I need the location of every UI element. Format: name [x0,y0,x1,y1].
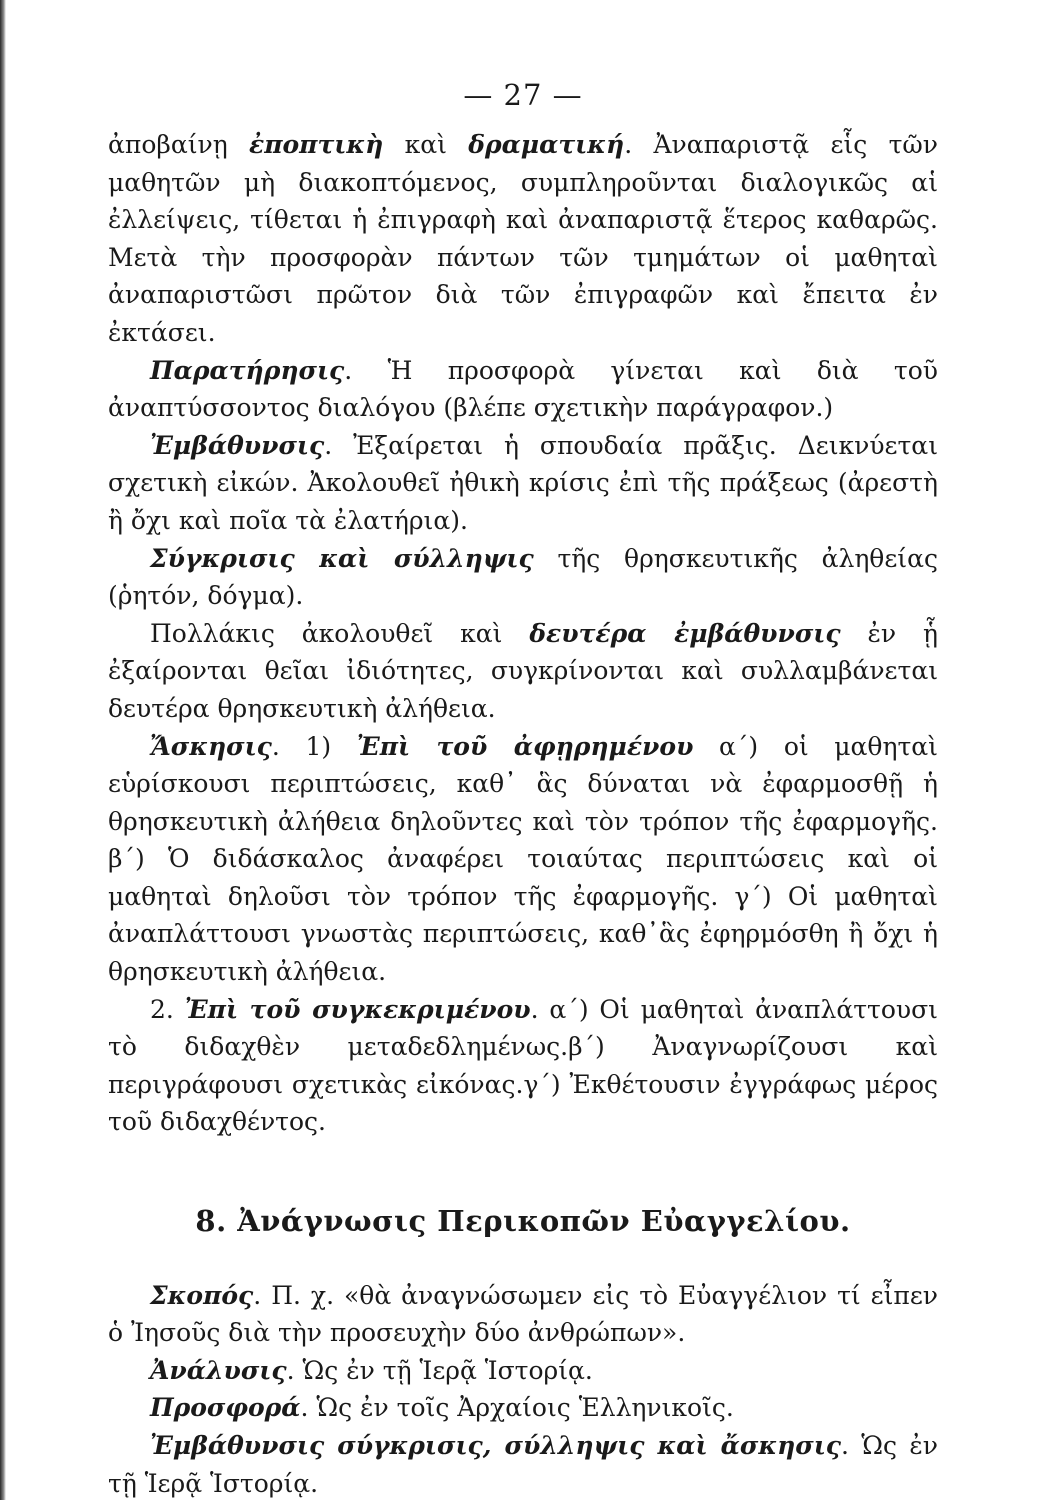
text-run: α΄) οἱ μαθηταὶ εὑρίσκουσι περιπτώσεις, καθ᾽ ἃς δύναται νὰ ἐφαρμοσθῇ ἡ θρησκευτικὴ ἀλήθεια δηλοῦντες καὶ τὸν τρόπον τῆς ἐφαρμογῆς. β΄) Ὁ διδάσκαλος ἀναφέρει τοιαύτας περιπτώσεις καὶ οἱ μαθηταὶ δηλοῦσι τὸν τρόπον τῆς ἐφαρμογῆς. γ΄) Οἱ μαθηταὶ ἀναπλάττουσι γνωστὰς περιπτώσεις, καθ᾽ἃς ἐφηρμόσθη ἢ ὄχι ἡ θρησκευτικὴ ἀλήθεια. [108,731,938,987]
term-observation: Παρατήρησις [150,355,345,385]
text-run: . Ἡ προσφορὰ γίνεται καὶ διὰ τοῦ ἀναπτύσσοντος διαλόγου (βλέπε σχετικὴν παράγραφον.) [108,355,938,423]
paragraph-observation [108,352,938,427]
term-second-deepening: δευτέρα ἐμβάθυνσις [529,618,841,648]
text-run: . Ὡς ἐν τῇ Ἱερᾷ Ἱστορίᾳ. [286,1355,593,1385]
text-run: . Ὡς ἐν τῇ Ἱερᾷ Ἱστορίᾳ. [108,1431,938,1498]
paragraph-final [108,1427,938,1502]
text-run: Πολλάκις ἀκολουθεῖ καὶ [150,618,530,648]
paragraph-analysis [108,1352,938,1390]
term-deepening: Ἐμβάθυνσις [150,430,325,460]
term-comparison: Σύγκρισις καὶ σύλληψις [150,543,534,573]
term-abstract: Ἐπὶ τοῦ ἀφῃρημένου [356,731,694,761]
scan-edge [0,0,6,1500]
paragraph-concrete [108,991,938,1141]
page-number: — 27 — [463,78,583,112]
paragraph-second-deepening [108,615,938,728]
section-heading: 8. Ἀνάγνωσις Περικοπῶν Εὐαγγελίου. [195,1204,851,1239]
text-run: 2. [150,994,185,1024]
emphasis-epoptiki: ἐποπτικὴ [249,130,384,159]
text-run: . Ἀναπαριστᾷ εἷς τῶν μαθητῶν μὴ διακοπτόμενος, συμπληροῦνται διαλογικῶς αἱ ἐλλείψεις, τίθεται ἡ ἐπιγραφὴ καὶ ἀναπαριστᾷ ἕτερος καθαρῶς. Μετὰ τὴν προσφορὰν πάντων τῶν τμημάτων οἱ μαθηταὶ ἀναπαριστῶσι πρῶτον διὰ τῶν ἐπιγραφῶν καὶ ἔπειτα ἐν ἐκτάσει. [108,130,938,347]
term-purpose: Σκοπός [150,1280,254,1310]
text-run: ἀποβαίνῃ [108,130,249,159]
term-offering: Προσφορά [150,1393,301,1423]
paragraph-offering [108,1389,938,1427]
body-text [108,126,938,1502]
text-run: . Ἐξαίρεται ἡ σπουδαία πρᾶξις. Δεικνύεται σχετικὴ εἰκών. Ἀκολουθεῖ ἠθικὴ κρίσις ἐπὶ τῆς πράξεως (ἀρεστὴ ἢ ὄχι καὶ ποῖα τὰ ἐλατήρια). [108,430,938,535]
text-run: . 1) [271,731,357,761]
term-final: Ἐμβάθυνσις σύγκρισις, σύλληψις καὶ ἄσκησις [150,1431,842,1460]
term-analysis: Ἀνάλυσις [150,1355,287,1385]
paragraph-intro [108,126,938,352]
term-exercise: Ἄσκησις [150,731,272,761]
text-run: . α΄) Οἱ μαθηταὶ ἀναπλάττουσι τὸ διδαχθὲν μεταδεδλημένως.β΄) Ἀναγνωρίζουσι καὶ περιγράφουσι σχετικὰς εἰκόνας.γ΄) Ἐκθέτουσιν ἐγγράφως μέρος τοῦ διδαχθέντος. [108,994,938,1137]
text-run: . Π. χ. «θὰ ἀναγνώσωμεν εἰς τὸ Εὐαγγέλιον τί εἶπεν ὁ Ἰησοῦς διὰ τὴν προσευχὴν δύο ἀνθρώπων». [108,1280,938,1348]
text-run: καὶ [383,130,469,159]
text-run: τῆς θρησκευτικῆς ἀληθείας (ῥητόν, δόγμα). [108,543,938,611]
text-run: . Ὡς ἐν τοῖς Ἀρχαίοις Ἑλληνικοῖς. [300,1393,734,1423]
term-concrete: Ἐπὶ τοῦ συγκεκριμένου [184,994,531,1024]
paragraph-purpose [108,1277,938,1352]
paragraph-deepening [108,427,938,540]
paragraph-exercise [108,728,938,991]
paragraph-comparison [108,540,938,615]
emphasis-dramatiki: δραματική [468,130,625,159]
book-page [108,78,938,1502]
text-run: ἐν ᾗ ἐξαίρονται θεῖαι ἰδιότητες, συγκρίνονται καὶ συλλαμβάνεται δευτέρα θρησκευτικὴ ἀλήθεια. [108,618,938,723]
